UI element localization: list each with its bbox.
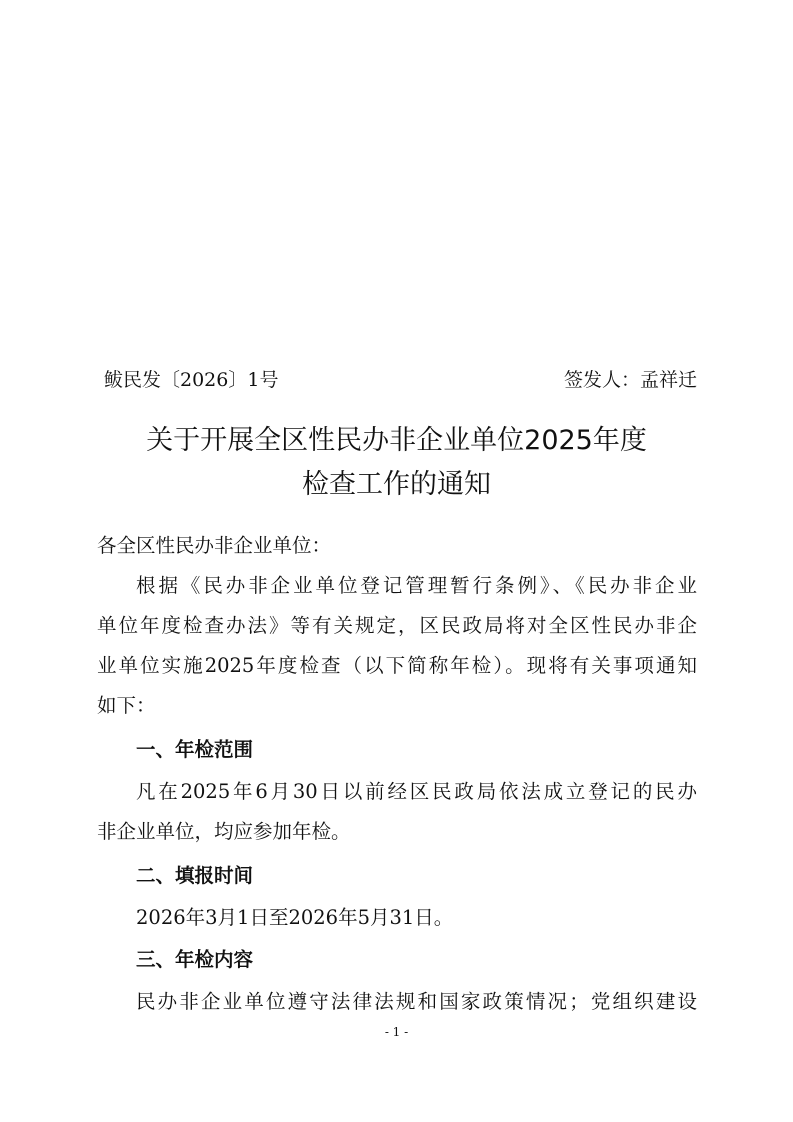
document-header: [104, 366, 697, 394]
paragraph-line: 业单位实施2025年度检查（以下简称年检）。现将有关事项通知: [97, 654, 697, 677]
section-heading: 三、年检内容: [136, 948, 254, 971]
paragraph-line: 2026年3月1日至2026年5月31日。: [136, 906, 454, 929]
paragraph-line: 民办非企业单位遵守法律法规和国家政策情况；党组织建设: [136, 990, 697, 1013]
page-number: - 1 -: [384, 1025, 409, 1039]
paragraph-line: 凡在2025年6月30日以前经区民政局依法成立登记的民办: [136, 780, 697, 803]
section-heading: 一、年检范围: [136, 738, 254, 761]
signer: 签发人：孟祥迁: [563, 369, 697, 391]
paragraph-line: 如下：: [97, 694, 156, 717]
document-title-line-2: 检查工作的通知: [302, 469, 491, 500]
paragraph-line: 根据《民办非企业单位登记管理暂行条例》、《民办非企业: [136, 574, 697, 597]
document-number: 鲅民发〔2026〕1号: [104, 369, 279, 391]
paragraph-line: 非企业单位，均应参加年检。: [97, 820, 351, 843]
document-title-line-1: 关于开展全区性民办非企业单位2025年度: [146, 425, 647, 456]
section-heading: 二、填报时间: [136, 864, 254, 887]
salutation: 各全区性民办非企业单位：: [97, 534, 332, 557]
paragraph-line: 单位年度检查办法》等有关规定，区民政局将对全区性民办非企: [97, 614, 697, 637]
